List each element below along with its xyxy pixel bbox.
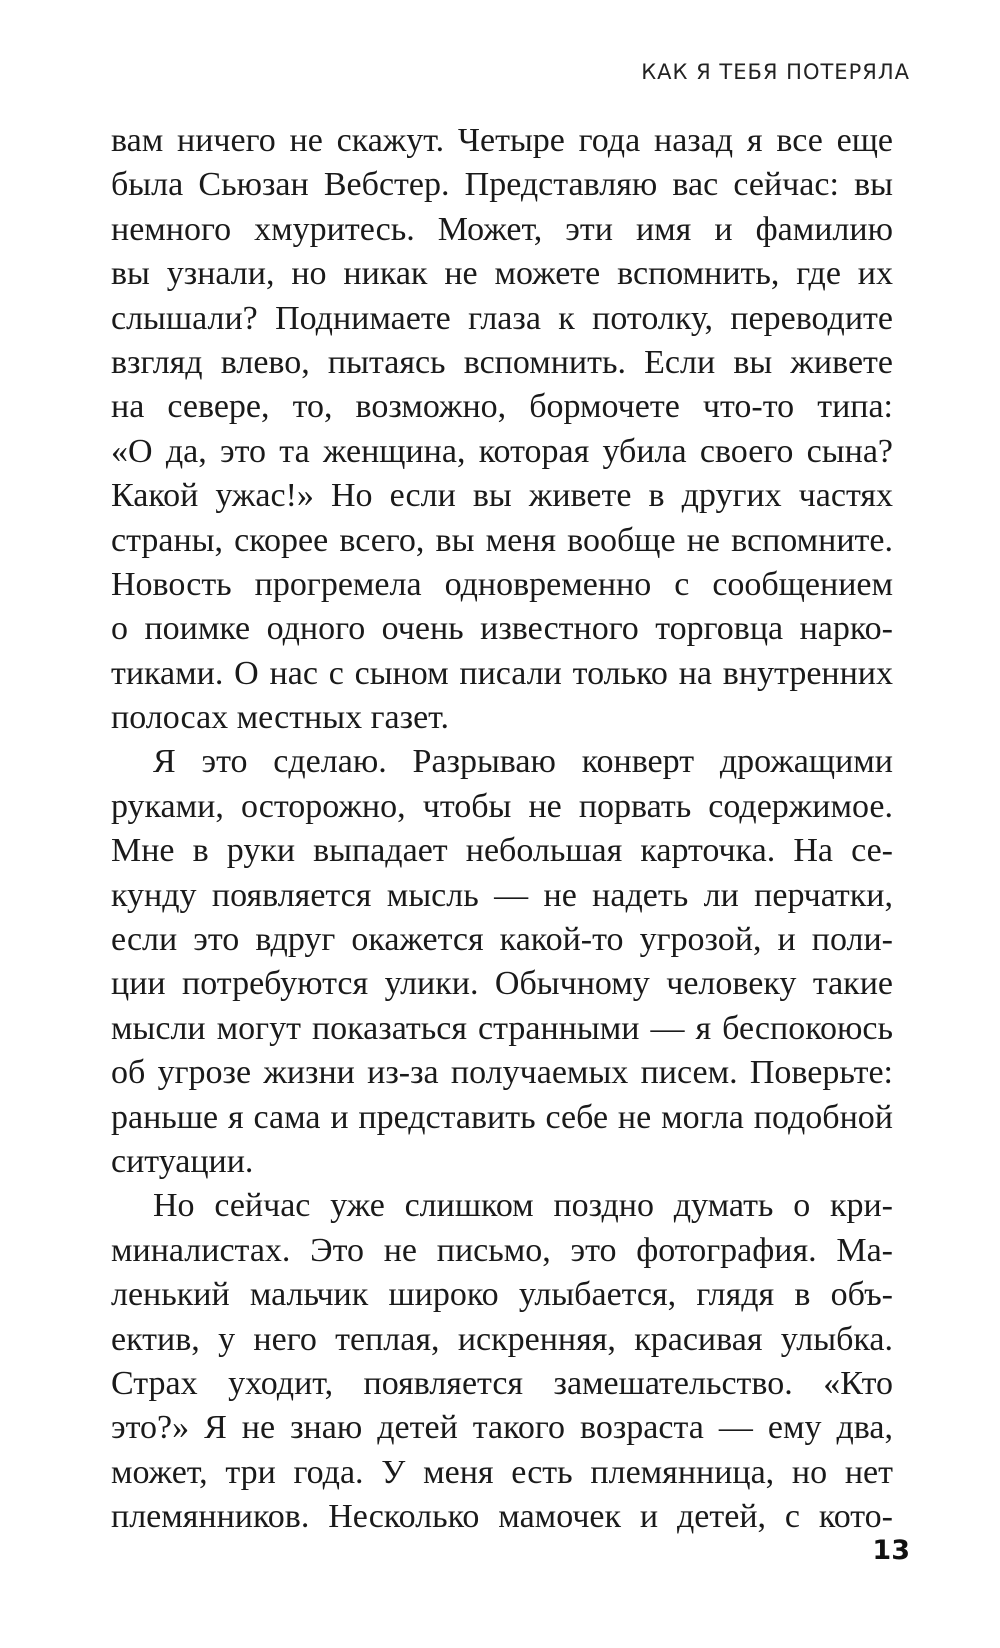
text-line: вы узнали, но никак не можете вспомнить, где их bbox=[111, 255, 893, 293]
text-line: Я это сделаю. Разрываю конверт дрожащими bbox=[153, 743, 893, 781]
text-line: о поимке одного очень известного торговца нарко- bbox=[111, 610, 893, 648]
text-line: племянников. Несколько мамочек и детей, с кото- bbox=[111, 1498, 893, 1536]
text-line: вам ничего не скажут. Четыре года назад я все еще bbox=[111, 122, 893, 159]
text-line: руками, осторожно, чтобы не порвать содержимое. bbox=[111, 787, 893, 825]
text-line: Мне в руки выпадает небольшая карточка. На се- bbox=[111, 832, 893, 870]
text-line: Новость прогремела одновременно с сообщением bbox=[111, 565, 893, 603]
text-line: ектив, у него теплая, искренняя, красивая улыбка. bbox=[111, 1320, 893, 1358]
text-line: полосах местных газет. bbox=[111, 699, 449, 737]
text-line: об угрозе жизни из-за получаемых писем. Поверьте: bbox=[111, 1054, 893, 1092]
running-header: КАК Я ТЕБЯ ПОТЕРЯЛА bbox=[641, 60, 910, 84]
text-line: была Сьюзан Вебстер. Представляю вас сейчас: вы bbox=[111, 166, 893, 204]
text-line: миналистах. Это не письмо, это фотография. Ма- bbox=[111, 1231, 893, 1269]
text-line: слышали? Поднимаете глаза к потолку, переводите bbox=[111, 299, 893, 337]
text-line: страны, скорее всего, вы меня вообще не вспомните. bbox=[111, 521, 893, 559]
text-line: ленький мальчик широко улыбается, глядя в объ- bbox=[111, 1276, 893, 1314]
text-line: может, три года. У меня есть племянница, но нет bbox=[111, 1453, 893, 1491]
text-line: кунду появляется мысль — не надеть ли перчатки, bbox=[111, 876, 893, 914]
text-line: раньше я сама и представить себе не могла подобной bbox=[111, 1098, 893, 1136]
text-line: на севере, то, возможно, бормочете что-то типа: bbox=[111, 388, 893, 426]
text-line: немного хмуритесь. Может, эти имя и фамилию bbox=[111, 210, 893, 248]
text-line: Какой ужас!» Но если вы живете в других частях bbox=[111, 477, 893, 515]
text-line: ситуации. bbox=[111, 1142, 254, 1180]
text-line: если это вдруг окажется какой-то угрозой, и поли- bbox=[111, 921, 893, 959]
text-line: ции потребуются улики. Обычному человеку такие bbox=[111, 965, 893, 1003]
text-line: взгляд влево, пытаясь вспомнить. Если вы живете bbox=[111, 343, 893, 381]
text-line: Но сейчас уже слишком поздно думать о кри- bbox=[153, 1187, 893, 1225]
text-line: Страх уходит, появляется замешательство. «Кто bbox=[111, 1364, 893, 1402]
page-number: 13 bbox=[872, 1535, 910, 1566]
text-line: мысли могут показаться странными — я беспокоюсь bbox=[111, 1009, 893, 1047]
text-line: «О да, это та женщина, которая убила своего сына? bbox=[111, 432, 893, 470]
text-line: тиками. О нас с сыном писали только на внутренних bbox=[111, 654, 893, 692]
body-text bbox=[111, 119, 893, 1540]
text-line: это?» Я не знаю детей такого возраста — ему два, bbox=[111, 1409, 893, 1447]
